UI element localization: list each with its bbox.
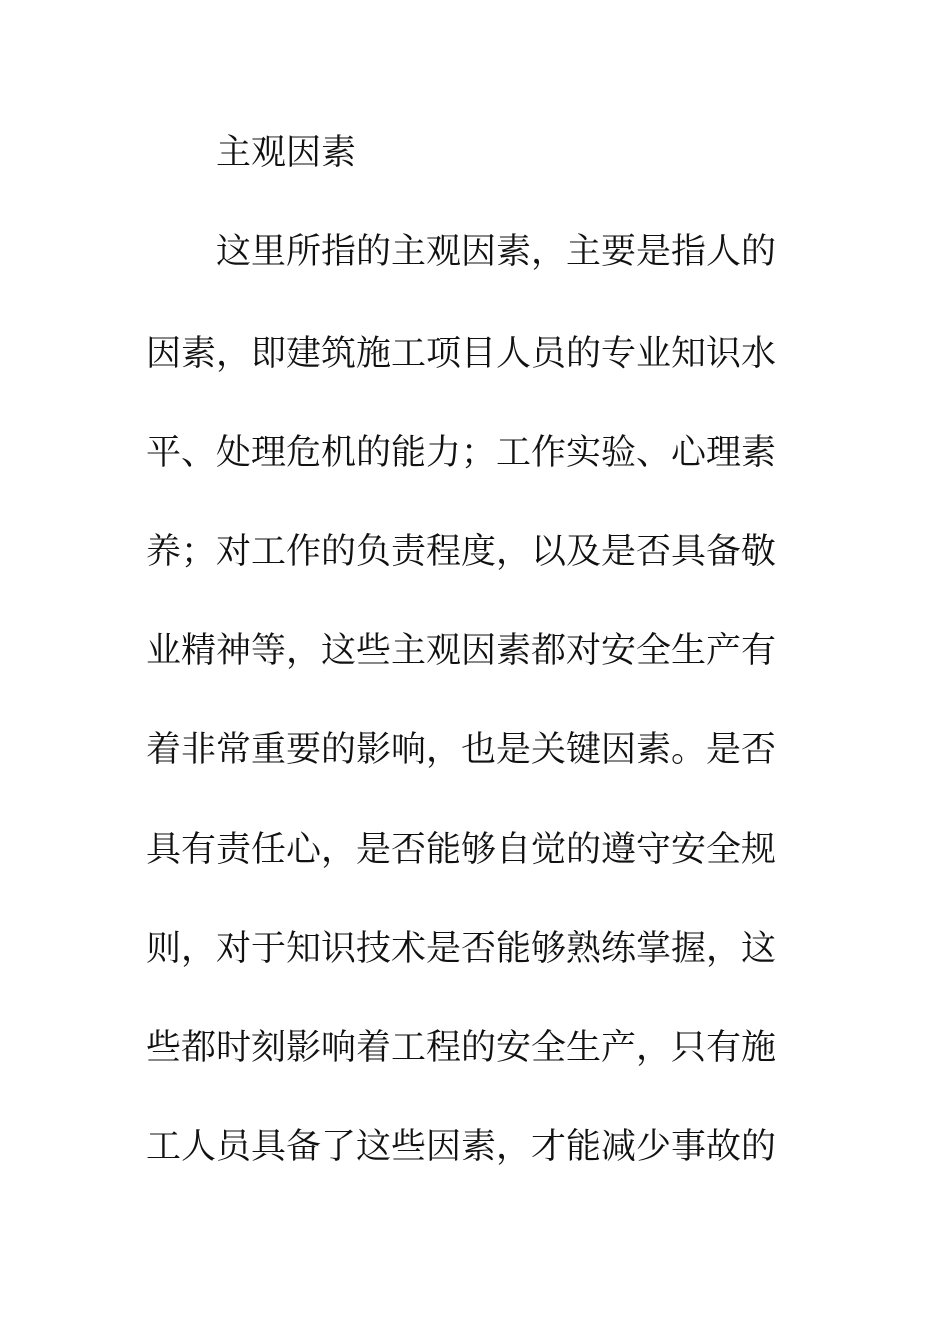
paragraph-line: 养；对工作的负责程度，以及是否具备敬	[146, 532, 777, 572]
paragraph-line: 工人员具备了这些因素，才能减少事故的	[146, 1127, 777, 1167]
paragraph-line: 平、处理危机的能力；工作实验、心理素	[146, 433, 777, 473]
paragraph-line: 些都时刻影响着工程的安全生产，只有施	[146, 1028, 777, 1068]
paragraph-line: 业精神等，这些主观因素都对安全生产有	[146, 631, 777, 671]
paragraph-line: 具有责任心，是否能够自觉的遵守安全规	[146, 830, 777, 870]
paragraph-line: 则，对于知识技术是否能够熟练掌握，这	[146, 929, 777, 969]
section-heading: 主观因素	[216, 133, 357, 173]
paragraph-line: 这里所指的主观因素，主要是指人的	[216, 232, 777, 272]
paragraph-line: 着非常重要的影响，也是关键因素。是否	[146, 730, 777, 770]
paragraph-line: 因素，即建筑施工项目人员的专业知识水	[146, 334, 777, 374]
